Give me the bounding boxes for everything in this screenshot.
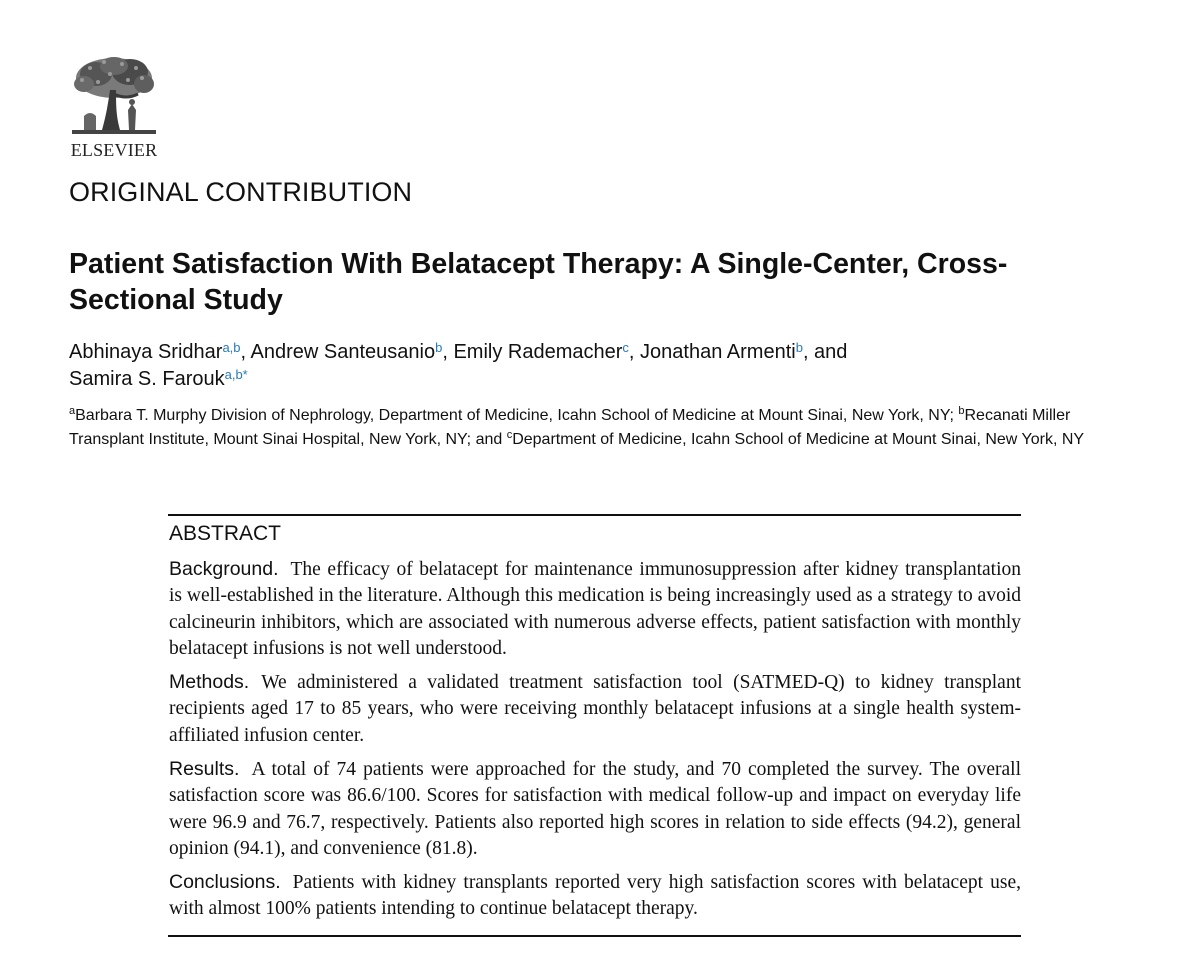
abstract-section-text: We administered a validated treatment satisfaction tool (SATMED-Q) to kidney transplant recipients aged 17 to 85 years, who were receiving monthly belatacept infusions at a single health system-affiliated infusion center. [169, 672, 1021, 746]
author-affiliation-marker[interactable]: a,b* [224, 367, 248, 382]
affiliation-text: Recanati Miller Transplant Institute, Mount Sinai Hospital, New York, NY; and [69, 407, 1071, 448]
affiliations [69, 404, 1139, 451]
author-name[interactable]: Emily Rademacher [453, 341, 623, 363]
affiliation-text: Barbara T. Murphy Division of Nephrology, Department of Medicine, Icahn School of Medicine at Mount Sinai, New York, NY; [75, 407, 959, 424]
abstract-section-text: Patients with kidney transplants reported very high satisfaction scores with belatacept use, with almost 100% patients intending to continue belatacept therapy. [169, 872, 1021, 920]
author-affiliation-marker[interactable]: c [622, 340, 629, 355]
abstract-results [169, 756, 1021, 863]
author-name[interactable]: Andrew Santeusanio [250, 341, 436, 363]
abstract-section-label: Results. [169, 758, 240, 780]
abstract-section-label: Methods. [169, 671, 250, 693]
abstract-conclusions [169, 869, 1021, 923]
abstract-section-label: Conclusions. [169, 871, 281, 893]
publisher-name: ELSEVIER [70, 140, 158, 160]
author-list [69, 339, 1069, 393]
author-name[interactable]: Samira S. Farouk [69, 368, 225, 390]
author-name[interactable]: Abhinaya Sridhar [69, 341, 223, 363]
article-title: Patient Satisfaction With Belatacept Therapy: A Single-Center, Cross-Sectional Study [69, 248, 1008, 316]
author-separator: , [442, 341, 454, 363]
elsevier-tree-icon [70, 54, 158, 138]
affiliation-key: c [506, 428, 513, 441]
author-name[interactable]: Jonathan Armenti [640, 341, 796, 363]
abstract-section-text: The efficacy of belatacept for maintenance immunosuppression after kidney transplantation is well-established in the literature. Although this medication is being increasingly used as a strategy to avoid calcineurin inhibitors, which are associated with numerous adverse effects, patient satisfaction with monthly belatacept infusions is not well understood. [169, 559, 1021, 660]
abstract-top-rule [168, 514, 1021, 516]
abstract-section-text: A total of 74 patients were approached for the study, and 70 completed the survey. The overall satisfaction score was 86.6/100. Scores for satisfaction with medical follow-up and impact on everyday life were 96.9 and 76.7, respectively. Patients also reported high scores in relation to side effects (94.2), general opinion (94.1), and convenience (81.8). [169, 759, 1021, 860]
abstract-section-label: Background. [169, 558, 279, 580]
author-affiliation-marker[interactable]: a,b [222, 340, 241, 355]
author-separator: , [240, 341, 251, 363]
author-separator: , and [802, 341, 848, 363]
affiliation-key: b [958, 405, 965, 417]
abstract-background [169, 556, 1021, 663]
affiliation-text: Department of Medicine, Icahn School of Medicine at Mount Sinai, New York, NY [512, 430, 1085, 448]
publisher-logo [66, 54, 162, 164]
abstract-heading: ABSTRACT [169, 522, 282, 545]
author-affiliation-marker[interactable]: b [795, 340, 803, 355]
abstract-bottom-rule [168, 935, 1021, 937]
author-affiliation-marker[interactable]: b [435, 340, 443, 355]
affiliation-key: a [69, 405, 76, 417]
article-section-label: ORIGINAL CONTRIBUTION [69, 177, 413, 207]
abstract-methods [169, 669, 1021, 749]
author-separator: , [628, 341, 641, 363]
